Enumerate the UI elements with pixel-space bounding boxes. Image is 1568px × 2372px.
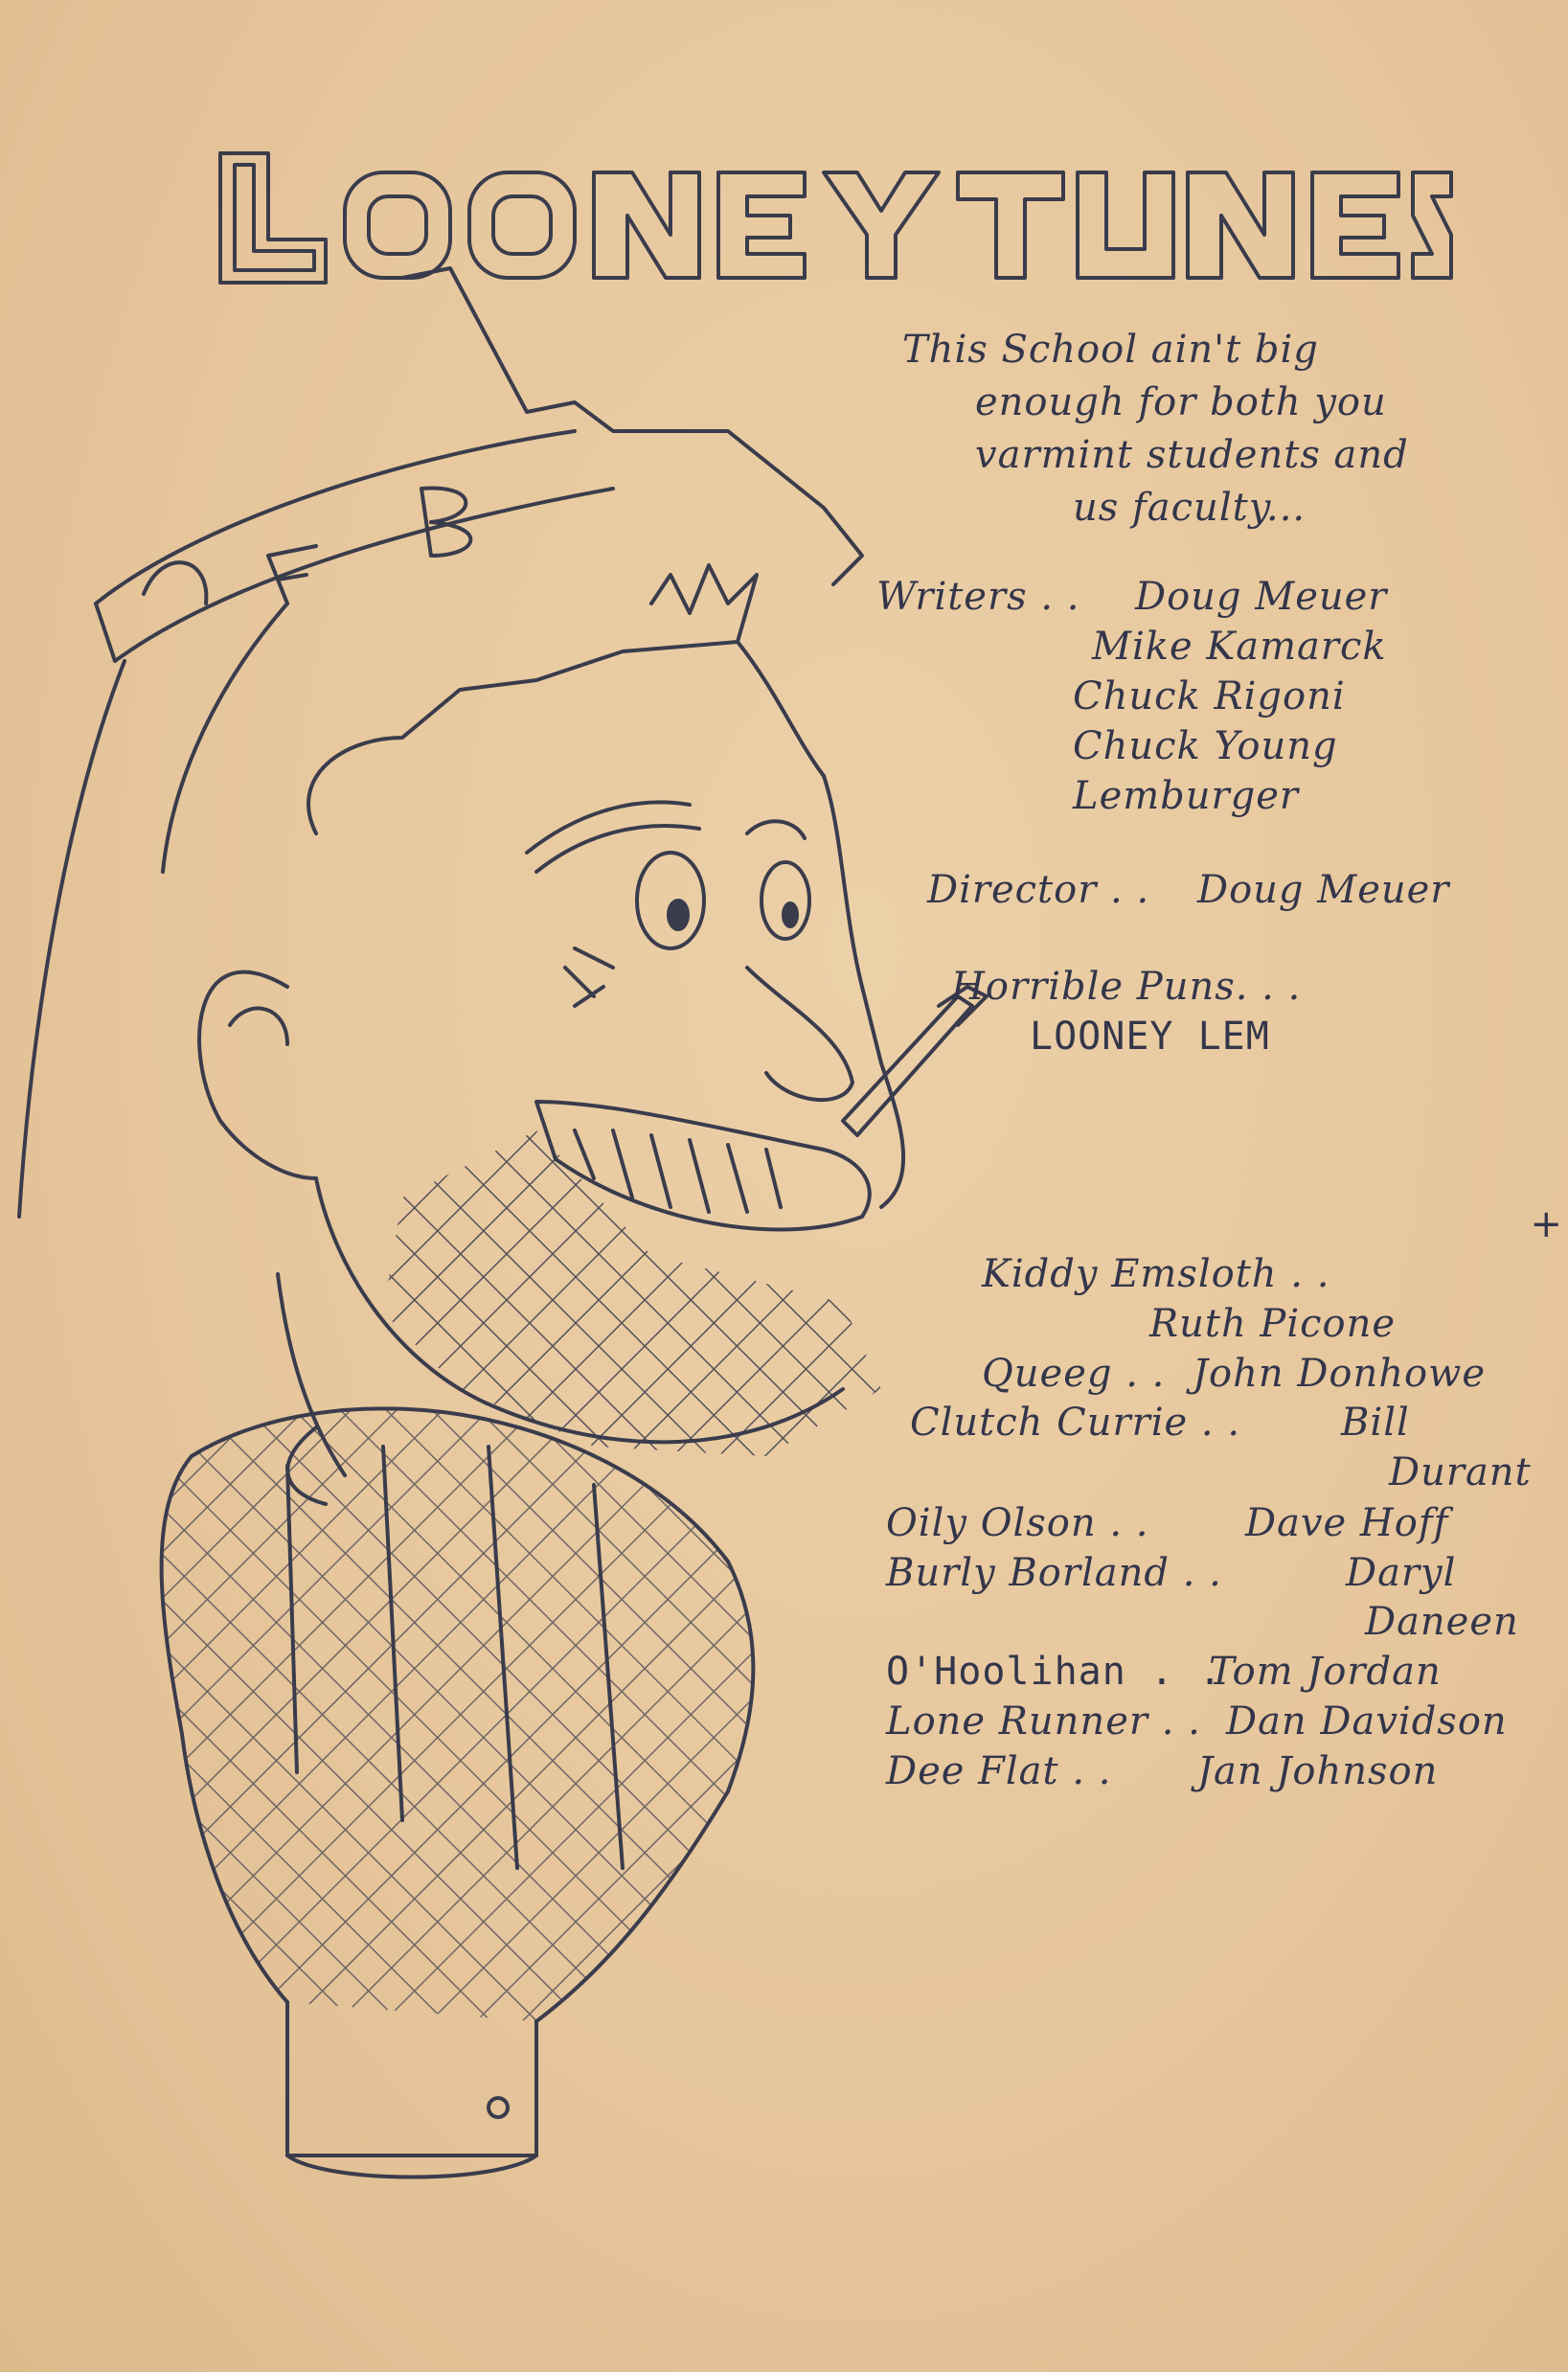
writers-label: Writers . . xyxy=(876,575,1080,619)
cast-role: Burly Borland . . xyxy=(886,1551,1222,1595)
cast-role: Dee Flat . . xyxy=(886,1749,1112,1793)
writer-name: Lemburger xyxy=(1073,774,1300,818)
writer-name: Mike Kamarck xyxy=(1092,625,1387,669)
cast-actor: Bill xyxy=(1341,1401,1410,1445)
cast-role: Lone Runner . . xyxy=(886,1699,1201,1744)
tagline-line-2: enough for both you xyxy=(975,380,1387,424)
cast-role: Clutch Currie . . xyxy=(910,1401,1241,1445)
tagline-line-3: varmint students and xyxy=(975,433,1409,477)
cast-actor: Dan Davidson xyxy=(1226,1699,1508,1744)
writer-name: Chuck Young xyxy=(1073,724,1338,768)
cast-actor: John Donhowe xyxy=(1193,1352,1487,1396)
cast-role: O'Hoolihan . . xyxy=(886,1650,1223,1694)
cast-actor: Daryl xyxy=(1346,1551,1457,1595)
puns-name: LOONEY LEM xyxy=(1030,1015,1270,1059)
cast-role: Oily Olson . . xyxy=(886,1501,1149,1545)
cast-actor: Tom Jordan xyxy=(1209,1650,1442,1694)
cast-role: Kiddy Emsloth . . xyxy=(982,1252,1330,1296)
cast-actor: Durant xyxy=(1389,1450,1532,1494)
puns-label: Horrible Puns. . . xyxy=(951,965,1302,1009)
cast-role: Queeg . . xyxy=(982,1352,1166,1396)
cast-actor: Jan Johnson xyxy=(1197,1749,1439,1793)
tagline-line-1: This School ain't big xyxy=(902,328,1319,372)
crop-mark: + xyxy=(1530,1202,1562,1246)
cast-actor: Daneen xyxy=(1365,1600,1519,1644)
cast-actor: Dave Hoff xyxy=(1245,1501,1449,1545)
cast-actor: Ruth Picone xyxy=(1149,1302,1397,1346)
writer-name: Doug Meuer xyxy=(1135,575,1388,619)
tagline-line-4: us faculty... xyxy=(1073,486,1307,530)
writer-name: Chuck Rigoni xyxy=(1073,674,1346,718)
cowboy-caricature-drawing xyxy=(0,239,1034,2299)
director-name: Doug Meuer xyxy=(1197,868,1450,912)
director-label: Director . . xyxy=(927,868,1150,912)
